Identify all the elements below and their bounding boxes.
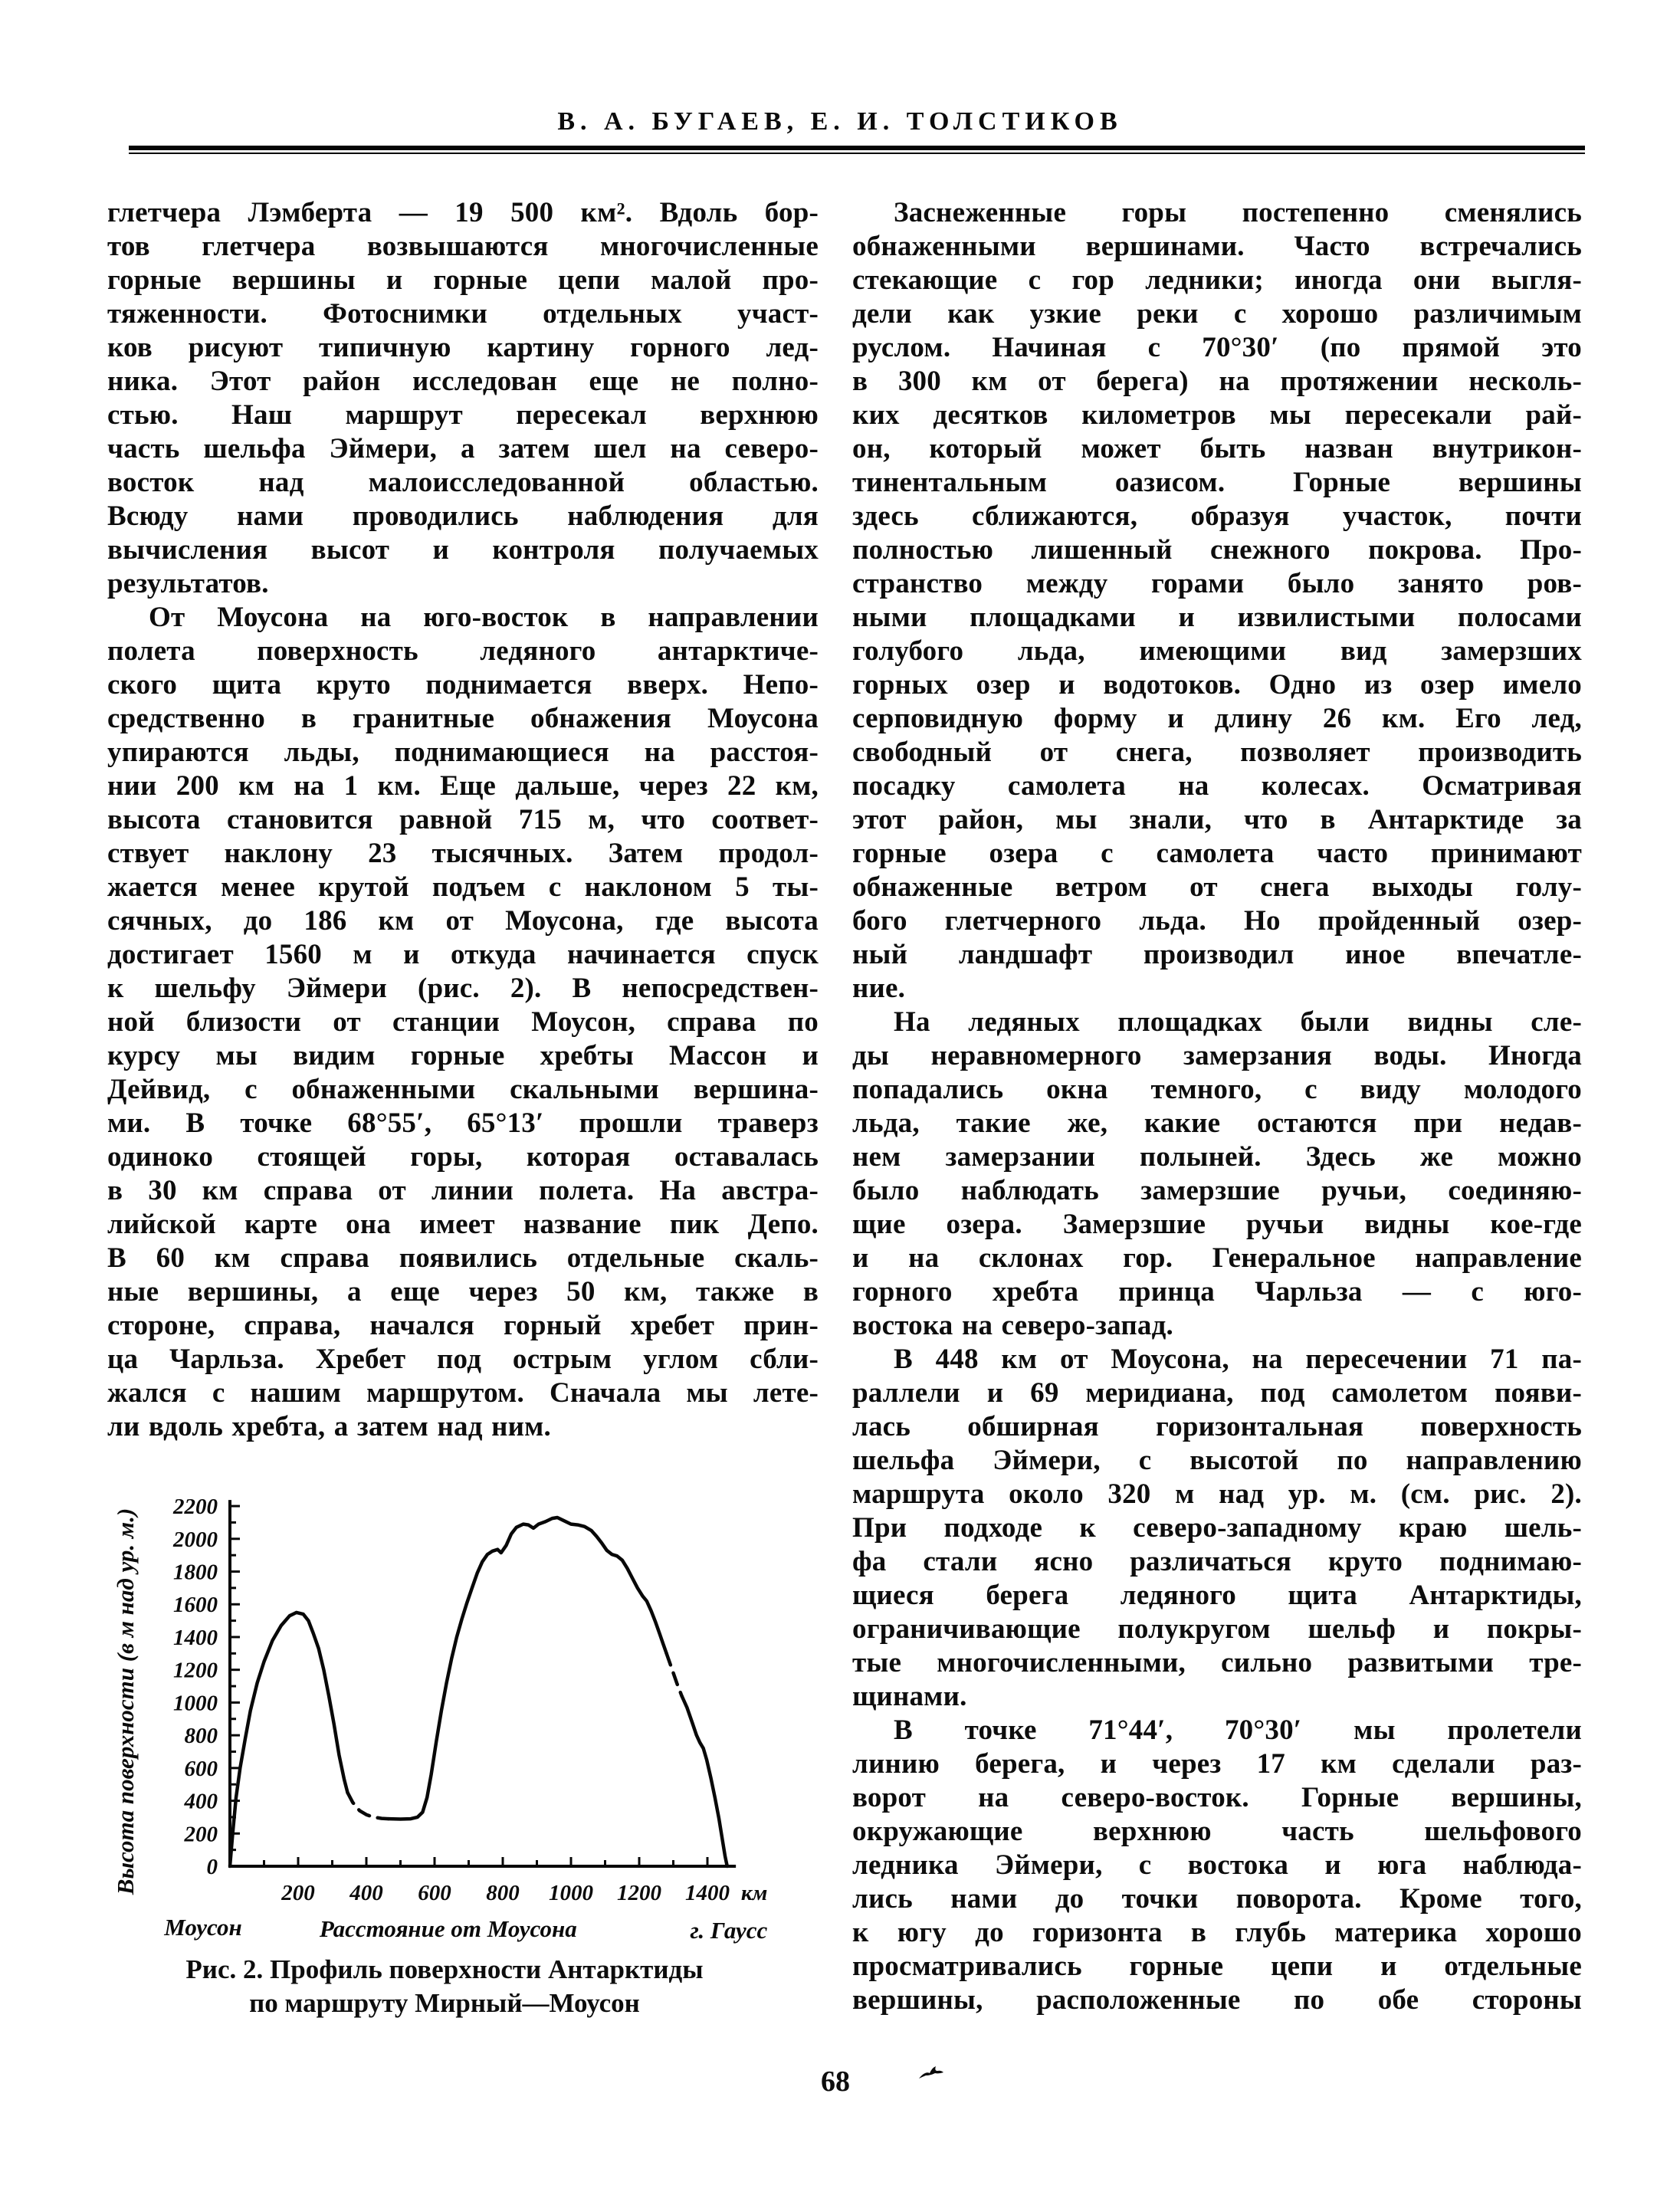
x-axis-title: Расстояние от Моусона: [319, 1915, 577, 1942]
text-line: ние.: [852, 973, 906, 1004]
text-line: этот район, мы знали, что в Антарктиде за: [852, 804, 1582, 835]
text-line: ли вдоль хребта, а затем над ним.: [107, 1411, 552, 1442]
x-tick-label: 200: [281, 1881, 315, 1905]
text-line: горного хребта принца Чарльза — с юго-: [852, 1276, 1582, 1308]
text-line: шельфа Эймери, с высотой по направлению: [852, 1445, 1582, 1476]
text-line: нии 200 км на 1 км. Еще дальше, через 22 км,: [107, 770, 819, 802]
text-line: ными площадками и извилистыми полосами: [852, 602, 1582, 633]
text-line: тов глетчера возвышаются многочисленные: [107, 231, 819, 262]
text-line: он, который может быть назван внутрикон-: [852, 433, 1582, 464]
y-tick-label: 2200: [173, 1495, 218, 1520]
y-tick-label: 200: [184, 1822, 218, 1847]
ink-mark: [917, 2063, 947, 2085]
x-tick-label: 600: [418, 1881, 451, 1905]
text-line: ми. В точке 68°55′, 65°13′ прошли траверз: [107, 1107, 819, 1139]
profile-curve-segment-solid: [230, 1613, 348, 1866]
text-line: курсу мы видим горные хребты Массон и: [107, 1040, 819, 1071]
text-line: ворот на северо-восток. Горные вершины,: [852, 1782, 1582, 1813]
text-line: высота становится равной 715 м, что соответ-: [107, 804, 819, 835]
profile-curve-segment-solid: [389, 1518, 667, 1819]
y-tick-label: 1600: [173, 1593, 218, 1618]
x-axis-unit-label: км: [740, 1881, 768, 1905]
text-line: ника. Этот район исследован еще не полно-: [107, 366, 819, 397]
text-line: просматривались горные цепи и отдельные: [852, 1951, 1582, 1982]
text-line: одиноко стоящей горы, которая оставалась: [107, 1141, 819, 1173]
text-line: вершины, расположенные по обе стороны: [852, 1984, 1582, 2016]
text-line: Заснеженные горы постепенно сменялись: [894, 197, 1582, 228]
text-line: свободный от снега, позволяет производить: [852, 737, 1582, 768]
header-rule-thick: [129, 146, 1585, 150]
text-line: тинентальным оазисом. Горные вершины: [852, 467, 1582, 498]
text-line: часть шельфа Эймери, а затем шел на северо-: [107, 433, 819, 464]
text-line: В 60 км справа появились отдельные скаль-: [107, 1242, 819, 1274]
text-line: полностью лишенный снежного покрова. Про-: [852, 534, 1582, 566]
figure-caption-line1: Рис. 2. Профиль поверхности Антарктиды: [185, 1954, 704, 1984]
text-line: жался с нашим маршрутом. Сначала мы лете-: [107, 1377, 819, 1409]
text-line: щие озера. Замерзшие ручьи видны кое-где: [852, 1209, 1582, 1240]
text-line: тые многочисленными, сильно развитыми тре-: [852, 1647, 1582, 1678]
text-line: В точке 71°44′, 70°30′ мы пролетели: [894, 1714, 1582, 1746]
text-line: лийской карте она имеет название пик Депо.: [107, 1209, 819, 1240]
text-line: ды неравномерного замерзания воды. Иногда: [852, 1040, 1582, 1071]
text-line: ледника Эймери, с востока и юга наблюда-: [852, 1849, 1582, 1881]
y-tick-label: 2000: [173, 1527, 218, 1552]
text-line: ной близости от станции Моусон, справа по: [107, 1006, 819, 1038]
text-line: стью. Наш маршрут пересекал верхнюю: [107, 399, 819, 431]
text-line: щинами.: [852, 1681, 967, 1712]
text-line: голубого льда, имеющими вид замерзших: [852, 635, 1582, 667]
page-number: 68: [821, 2066, 850, 2098]
x-end-label: г. Гаусс: [690, 1917, 768, 1944]
text-line: средственно в гранитные обнажения Моусона: [107, 703, 819, 734]
text-line: к югу до горизонта в глубь материка хорошо: [852, 1917, 1582, 1948]
x-tick-label: 1000: [549, 1881, 593, 1905]
text-line: обнаженными вершинами. Часто встречались: [852, 231, 1582, 262]
text-line: При подходе к северо-западному краю шель-: [852, 1512, 1582, 1544]
profile-curve-segment-dashed: [667, 1653, 682, 1696]
text-line: ный ландшафт производил иное впечатле-: [852, 939, 1582, 970]
y-tick-label: 600: [184, 1756, 218, 1781]
header-rule-thin: [129, 153, 1585, 154]
text-line: льда, такие же, какие остаются при недав-: [852, 1107, 1582, 1139]
text-line: ствует наклону 23 тысячных. Затем продол-: [107, 838, 819, 869]
text-line: горных озер и водотоков. Одно из озер имело: [852, 669, 1582, 701]
y-tick-label: 400: [184, 1789, 218, 1814]
text-line: жается менее крутой подъем с наклоном 5 ты-: [107, 871, 819, 903]
text-line: горные вершины и горные цепи малой про-: [107, 264, 819, 296]
text-line: стороне, справа, начался горный хребет прин-: [107, 1310, 819, 1341]
text-line: здесь сближаются, образуя участок, почти: [852, 500, 1582, 532]
text-line: ные вершины, а еще через 50 км, также в: [107, 1276, 819, 1308]
text-line: раллели и 69 меридиана, под самолетом появи-: [852, 1377, 1582, 1409]
text-line: серповидную форму и длину 26 км. Его лед,: [852, 703, 1582, 734]
figure-caption-line2: по маршруту Мирный—Моусон: [249, 1988, 640, 2018]
text-line: восток над малоисследованной областью.: [107, 467, 819, 498]
elevation-profile-chart: [107, 1483, 819, 1957]
text-line: фа стали ясно различаться круто поднимаю-: [852, 1546, 1582, 1577]
text-line: глетчера Лэмберта — 19 500 км². Вдоль бор-: [107, 197, 819, 228]
text-line: полета поверхность ледяного антарктиче-: [107, 635, 819, 667]
text-line: ца Чарльза. Хребет под острым углом сбли-: [107, 1344, 819, 1375]
y-tick-label: 0: [206, 1855, 218, 1879]
text-line: В 448 км от Моусона, на пересечении 71 па-: [894, 1344, 1582, 1375]
y-axis-title: Высота поверхности (в м над ур. м.): [112, 1508, 139, 1895]
text-line: ких десятков километров мы пересекали рай-: [852, 399, 1582, 431]
y-tick-label: 800: [184, 1724, 218, 1749]
text-line: ков рисуют типичную картину горного лед-: [107, 332, 819, 363]
y-tick-label: 1400: [173, 1625, 218, 1650]
x-origin-label: Моусон: [164, 1914, 242, 1941]
x-tick-label: 1200: [617, 1881, 661, 1905]
text-line: странство между горами было занято ров-: [852, 568, 1582, 599]
text-line: к шельфу Эймери (рис. 2). В непосредствен-: [107, 973, 819, 1004]
text-line: лись нами до точки поворота. Кроме того,: [852, 1883, 1582, 1915]
y-tick-label: 1000: [173, 1691, 218, 1716]
figure-2-caption: [115, 1953, 774, 2020]
text-line: было наблюдать замерзшие ручьи, соединяю-: [852, 1175, 1582, 1206]
text-line: Всюду нами проводились наблюдения для: [107, 500, 819, 532]
text-line: посадку самолета на колесах. Осматривая: [852, 770, 1582, 802]
text-line: окружающие верхнюю часть шельфового: [852, 1816, 1582, 1847]
left-text-column: [107, 196, 819, 1444]
x-tick-label: 400: [349, 1881, 383, 1905]
text-line: ского щита круто поднимается вверх. Непо-: [107, 669, 819, 701]
text-line: нем замерзании полыней. Здесь же можно: [852, 1141, 1582, 1173]
text-line: вычисления высот и контроля получаемых: [107, 534, 819, 566]
profile-curve-segment-solid: [682, 1696, 727, 1866]
text-line: востока на северо-запад.: [852, 1310, 1173, 1341]
text-line: тяженности. Фотоснимки отдельных участ-: [107, 298, 819, 330]
text-line: бого глетчерного льда. Но пройденный озер-: [852, 905, 1582, 937]
profile-curve-segment-dashed: [348, 1793, 389, 1819]
text-line: линию берега, и через 17 км сделали раз-: [852, 1748, 1582, 1780]
text-line: достигает 1560 м и откуда начинается спуск: [107, 939, 819, 970]
text-line: попадались окна темного, с виду молодого: [852, 1074, 1582, 1105]
text-line: На ледяных площадках были видны сле-: [894, 1006, 1582, 1038]
y-tick-label: 1800: [173, 1560, 218, 1585]
text-line: руслом. Начиная с 70°30′ (по прямой это: [852, 332, 1582, 363]
text-line: ограничивающие полукругом шельф и покры-: [852, 1613, 1582, 1645]
text-line: От Моусона на юго-восток в направлении: [149, 602, 819, 633]
text-line: результатов.: [107, 568, 269, 599]
text-line: Дейвид, с обнаженными скальными вершина-: [107, 1074, 819, 1105]
running-header-authors: В. А. БУГАЕВ, Е. И. ТОЛСТИКОВ: [557, 107, 1123, 136]
figure-2-profile-chart: [107, 1483, 819, 1957]
text-line: упираются льды, поднимающиеся на расстоя-: [107, 737, 819, 768]
text-line: горные озера с самолета часто принимают: [852, 838, 1582, 869]
y-tick-label: 1200: [173, 1658, 218, 1683]
text-line: обнаженные ветром от снега выходы голу-: [852, 871, 1582, 903]
text-line: сячных, до 186 км от Моусона, где высота: [107, 905, 819, 937]
text-line: дели как узкие реки с хорошо различимым: [852, 298, 1582, 330]
text-line: и на склонах гор. Генеральное направление: [852, 1242, 1582, 1274]
x-tick-label: 1400: [685, 1881, 730, 1905]
text-line: в 300 км от берега) на протяжении несколь-: [852, 366, 1582, 397]
text-line: маршрута около 320 м над ур. м. (см. рис. 2).: [852, 1478, 1582, 1510]
text-line: в 30 км справа от линии полета. На австра-: [107, 1175, 819, 1206]
text-line: щиеся берега ледяного щита Антарктиды,: [852, 1580, 1582, 1611]
text-line: стекающие с гор ледники; иногда они выгля-: [852, 264, 1582, 296]
x-tick-label: 800: [486, 1881, 520, 1905]
right-text-column: [852, 196, 1582, 2017]
text-line: лась обширная горизонтальная поверхность: [852, 1411, 1582, 1442]
